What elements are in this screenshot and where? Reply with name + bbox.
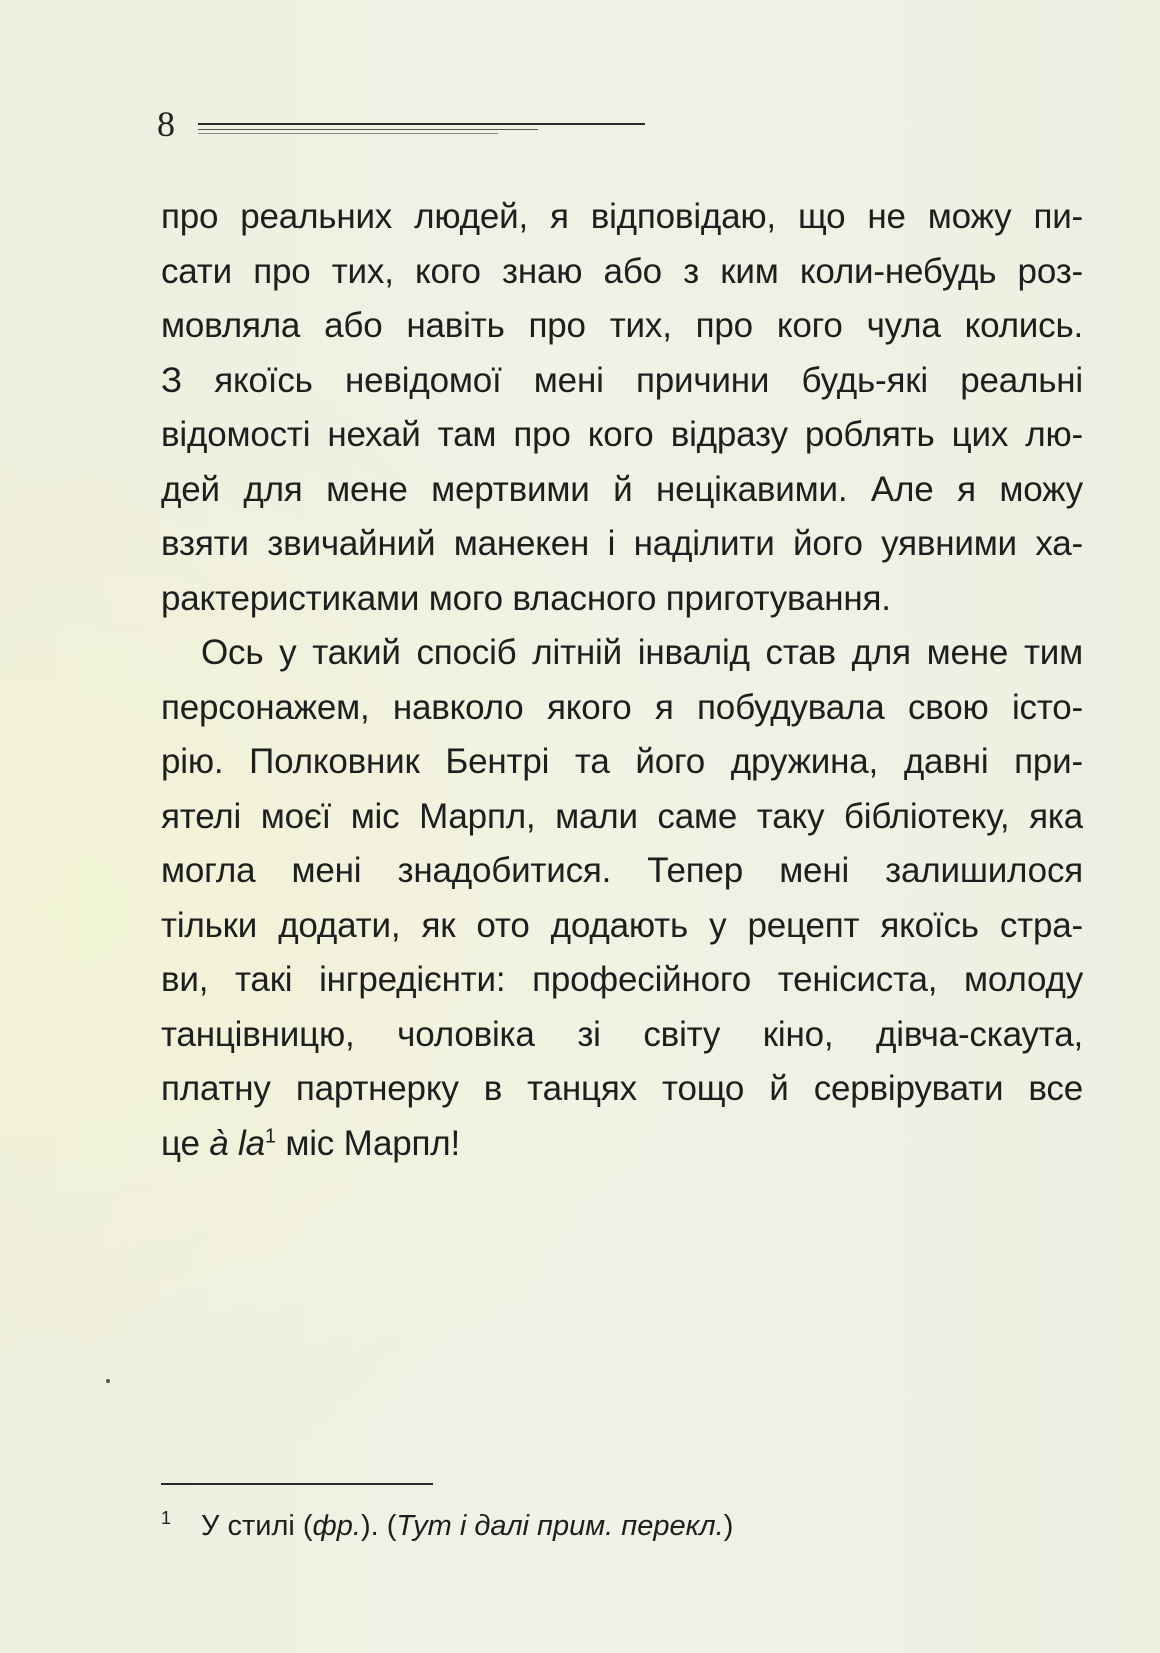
header-rule-ornament <box>198 129 538 130</box>
text-line: ятелі моєї міс Марпл, мали саме таку бібліотеку, яка <box>161 796 1083 836</box>
footnote-text: У стилі ( <box>201 1510 313 1542</box>
text-line: танцівницю, чоловіка зі світу кіно, дівча-скаута, <box>161 1014 1083 1054</box>
footnote-text: ) <box>723 1510 734 1542</box>
text-line: взяти звичайний манекен і наділити його уявними ха- <box>161 524 1083 563</box>
text-line: тільки додати, як ото додають у рецепт якоїсь стра- <box>161 905 1083 945</box>
paper-speck <box>106 1379 110 1383</box>
text-line: мовляла або навіть про тих, про кого чула колись. <box>161 306 1083 345</box>
text-line: рактеристиками мого власного приготування. <box>161 578 891 618</box>
header-rule <box>198 123 645 125</box>
page-number: 8 <box>157 104 175 144</box>
text-fragment: міс Марпл! <box>275 1123 460 1163</box>
body-text <box>161 190 1083 1171</box>
text-line: могла мені знадобитися. Тепер мені залишилося <box>161 851 1083 890</box>
footnote: 1 У стилі (фр.). (Тут і далі прим. перекл.) <box>161 1508 734 1542</box>
text-line: про реальних людей, я відповідаю, що не можу пи- <box>161 197 1083 236</box>
paragraph-first-line: Ось у такий спосіб літній інвалід став для мене тим <box>201 633 1083 672</box>
page-header <box>157 104 657 144</box>
text-fragment: це <box>161 1123 210 1163</box>
footnote-reference: 1 <box>264 1124 276 1147</box>
text-line: ви, такі інгредієнти: професійного тенісиста, молоду <box>161 960 1083 999</box>
text-line-last <box>161 1117 1083 1172</box>
text-line: персонажем, навколо якого я побудувала свою істо- <box>161 687 1083 727</box>
footnote-separator <box>161 1483 433 1485</box>
text-line: платну партнерку в танцях тощо й сервірувати все <box>161 1069 1083 1108</box>
text-line: рію. Полковник Бентрі та його дружина, давні при- <box>161 742 1083 781</box>
footnote-text: ). ( <box>360 1510 397 1542</box>
text-line: відомості нехай там про кого відразу роблять цих лю- <box>161 415 1083 454</box>
footnote-italic: Тут і далі прим. перекл. <box>396 1510 724 1542</box>
text-line: З якоїсь невідомої мені причини будь-які реальні <box>161 360 1083 400</box>
text-line: сати про тих, кого знаю або з ким коли-небудь роз- <box>161 251 1083 291</box>
italic-phrase: à la <box>209 1123 265 1163</box>
header-rule-ornament <box>198 133 498 134</box>
footnote-italic: фр. <box>312 1510 361 1542</box>
text-line: дей для мене мертвими й нецікавими. Але я можу <box>161 469 1083 509</box>
